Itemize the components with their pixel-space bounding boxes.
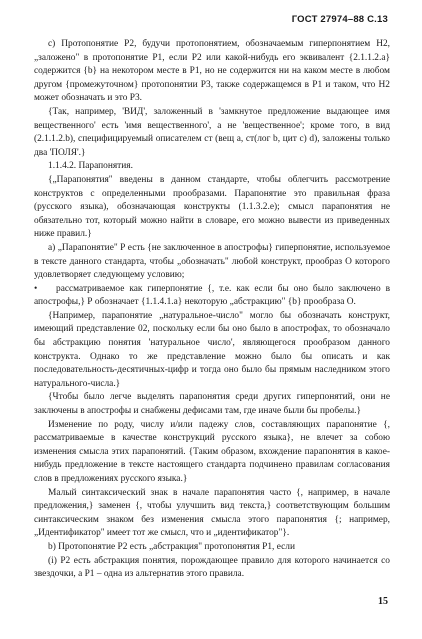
paragraph-c: c) Протопонятие P2, будучи протопонятием, обозначаемым гиперпонятием Н2, „заложено" в протопонятие Р1, если Р2 или какой-нибудь его эквивалент {2.1.1.2.a} содержится {b} на некотором месте в Р1, но не содержится ни на каком месте в любом другом {промежуточном} протопонятии Р3, также содержащемся в Р1 и таком, что Н2 может обозначать и это Р3. [34,39,390,104]
paragraph-inflection: Изменение по роду, числу и/или падежу слов, составляющих парапонятие {, рассматриваемые в качестве конструкций русского языка}, не влечет за собою изменения смысла этих парапонятий. {Таким образом, вхождение парапонятия в какое-нибудь предложение в тексте настоящего стандарта подчинено правилам согласования слов в предложениях русского языка.} [34,419,390,484]
page-number: 15 [378,596,388,607]
standard-header: ГОСТ 27974–88 С.13 [291,14,388,25]
paragraph-a: a) „Парапонятие" Р есть {не заключенное в апострофы} гиперпонятие, используемое в тексте данного стандарта, чтобы „обозначать" любой конструкт, прообраз О которого удовлетворяет следующему условию; [34,242,390,281]
paragraph-hyphens: {Чтобы было легче выделять парапонятия среди других гиперпонятий, они не заключены в апострофы и снабжены дефисами там, где иначе были бы пробелы.} [34,392,390,417]
body-text [34,38,390,582]
paragraph-example-nat: {Например, парапонятие „натуральное-число" могло бы обозначать конструкт, имеющий представление 02, поскольку если бы оно было в апострофах, то обозначало бы абстракцию понятия 'натуральное число', являющегося прообразом данного конструкта. Однако то же представление можно было бы описать и как последовательность-десятичных-цифр и тогда оно было бы прямым наследником этого натурального-числа.} [34,310,390,389]
paragraph-capital: Малый синтаксический знак в начале парапонятия часто {, например, в начале предложения,} заменен {, чтобы улучшить вид текста,} соответствующим большим синтаксическим знаком без изменения смысла этого парапонятия {; например, „Идентификатор" имеет тот же смысл, что и „идентификатор"}. [34,487,390,539]
paragraph-b: b) Протопонятие Р2 есть „абстракция" протопонятия Р1, если [48,541,295,552]
paragraph-b-i: (i) P2 есть абстракция понятия, порождающее правило для которого начинается со звездочки, а Р1 – одна из альтернатив этого правила. [34,555,390,580]
section-heading-parapon: 1.1.4.2. Парапонятия. [48,161,133,172]
paragraph-example-vid: {Так, например, 'ВИД', заложенный в 'замкнутое предложение выдающее имя вещественного' есть 'имя вещественного', a не 'вещественное'; кроме того, в вид (2.1.1.2.b), специфицируемый описателем ст (вещ a, ст(лог b, цит с) d), заложены только два 'ПОЛЯ'.} [34,106,390,158]
paragraph-parapon-intro: {„Парапонятия" введены в данном стандарте, чтобы облегчить рассмотрение конструктов с определенными прообразами. Парапонятие это правильная фраза (русского языка), обозначающая конструкты (1.1.3.2.e); смысл парапонятия не обязательно тот, который можно найти в словаре, его можно вывести из приведенных ниже правил.} [34,174,390,240]
bullet-condition [34,283,390,310]
bullet-mark: • [34,283,38,294]
bullet-text: рассматриваемое как гиперпонятие {, т.е. как если бы оно было заключено в апострофы,} Р обозначает {1.1.4.1.a} некоторую „абстракцию" {b} прообраза О. [34,283,390,308]
